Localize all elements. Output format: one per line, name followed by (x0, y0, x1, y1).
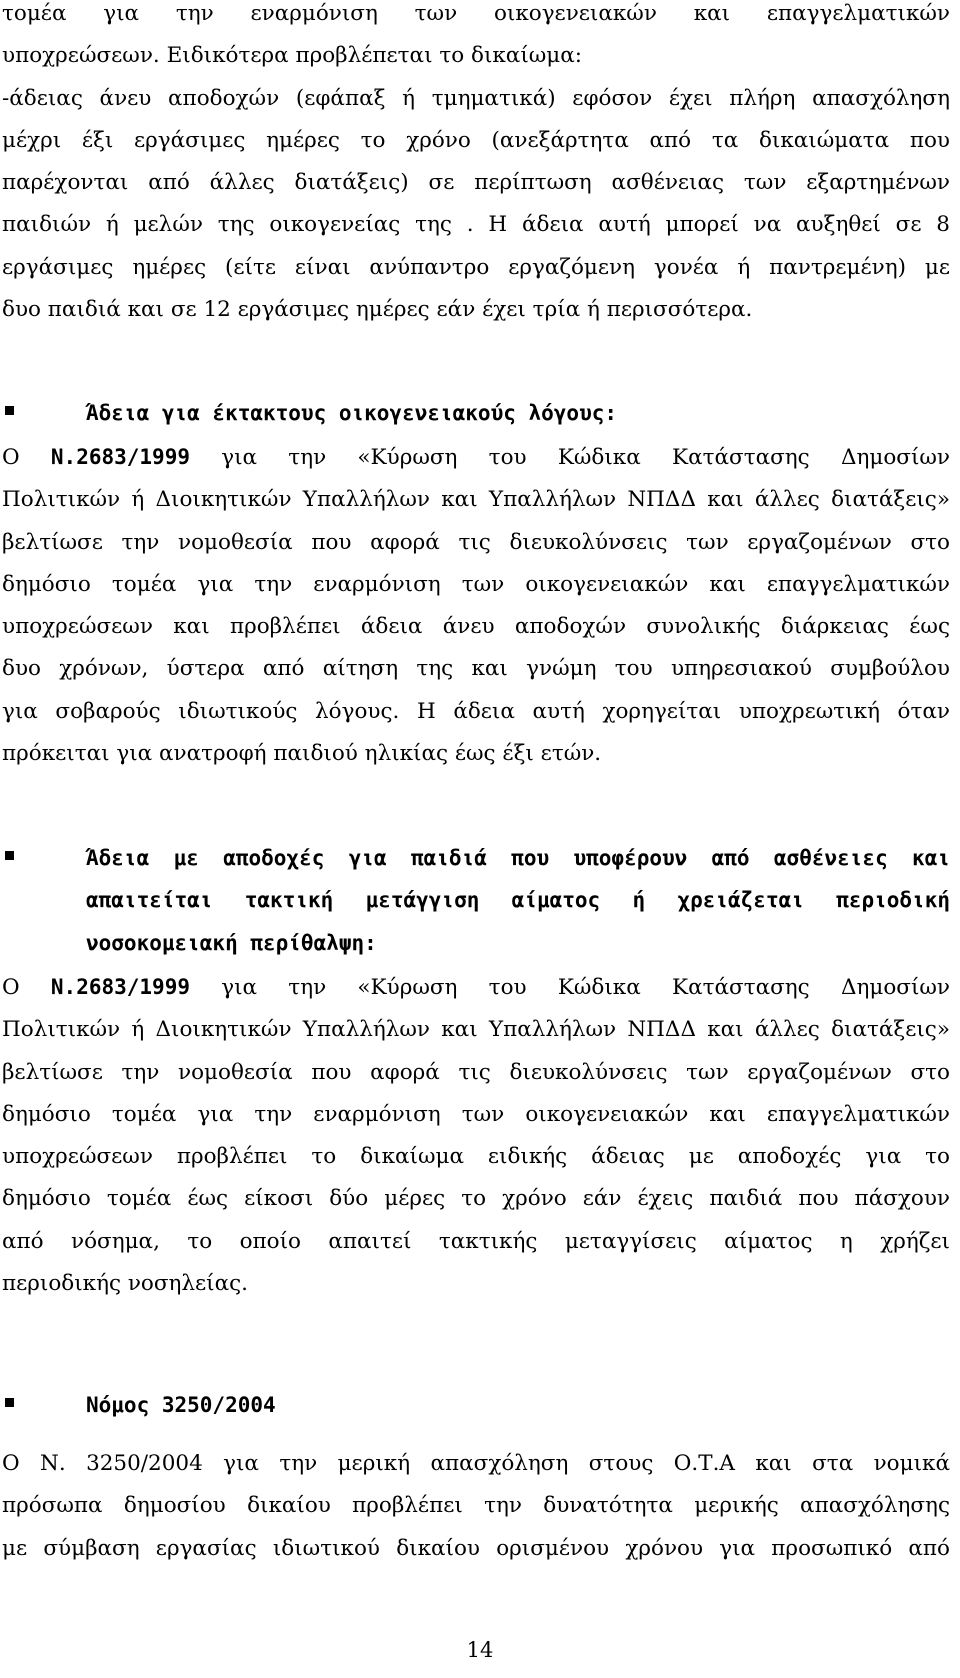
text-line: Ο Ν. 3250/2004 για την μερική απασχόληση στους Ο.Τ.Α και στα νομικά (2, 1451, 950, 1476)
text-fragment: για την «Κύρωση του Κώδικα Κατάστασης Δημοσίων (221, 445, 950, 470)
text-line: δημόσιο τομέα για την εναρμόνιση των οικογενειακών και επαγγελματικών (2, 1101, 950, 1127)
text-line (2, 966, 950, 1009)
sick-children-leave-paragraph (2, 966, 950, 1305)
heading-line: Νόμος 3250/2004 (86, 1393, 276, 1417)
text-line: δυο παιδιά και σε 12 εργάσιμες ημέρες εάν έχει τρία ή περισσότερα. (2, 297, 753, 323)
text-line: βελτίωσε την νομοθεσία που αφορά τις διευκολύνσεις των εργαζομένων στο (2, 529, 950, 555)
text-line: για σοβαρούς ιδιωτικούς λόγους. Η άδεια αυτή χορηγείται υποχρεωτική όταν (2, 698, 950, 724)
text-line: δυο χρόνων, ύστερα από αίτηση της και γνώμη του υπηρεσιακού συμβούλου (2, 656, 950, 682)
text-line: παρέχονται από άλλες διατάξεις) σε περίπτωση ασθένειας των εξαρτημένων (2, 170, 950, 196)
text-line: υποχρεώσεων. Ειδικότερα προβλέπεται το δικαίωμα: (2, 43, 583, 69)
text-line: δημόσιο τομέα για την εναρμόνιση των οικογενειακών και επαγγελματικών (2, 571, 950, 597)
square-bullet-icon (5, 851, 14, 860)
text-line: παιδιών ή μελών της οικογενείας της . Η άδεια αυτή μπορεί να αυξηθεί σε 8 (2, 212, 950, 238)
square-bullet-icon (5, 1398, 14, 1407)
section-heading-law-3250 (0, 1384, 950, 1426)
text-line: δημόσιο τομέα έως είκοσι δύο μέρες το χρόνο εάν έχεις παιδιά που πάσχουν (2, 1186, 950, 1212)
law-reference: Ν.2683/1999 (50, 445, 190, 469)
text-line (2, 436, 950, 479)
page-number: 14 (466, 1638, 494, 1662)
text-fragment: για την «Κύρωση του Κώδικα Κατάστασης Δημοσίων (221, 975, 950, 1000)
heading-line: Άδεια για έκτακτους οικογενειακούς λόγους: (86, 401, 618, 425)
text-line: πρόκειται για ανατροφή παιδιού ηλικίας έως έξι ετών. (2, 741, 602, 767)
intro-paragraph (2, 0, 950, 331)
heading-line: νοσοκομειακή περίθαλψη: (86, 930, 377, 955)
square-bullet-icon (5, 406, 14, 415)
text-line: υποχρεώσεων προβλέπει το δικαίωμα ειδικής άδειας με αποδοχές για το (2, 1144, 950, 1170)
text-line: υποχρεώσεων και προβλέπει άδεια άνευ αποδοχών συνολικής διάρκειας έως (2, 614, 950, 640)
text-line: περιοδικής νοσηλείας. (2, 1271, 249, 1297)
section-heading-sick-children-leave (0, 837, 950, 965)
text-line: πρόσωπα δημοσίου δικαίου προβλέπει την δυνατότητα μερικής απασχόλησης (2, 1493, 950, 1519)
heading-line: απαιτείται τακτική μετάγγιση αίματος ή χρειάζεται περιοδική (86, 888, 950, 913)
text-line: βελτίωσε την νομοθεσία που αφορά τις διευκολύνσεις των εργαζομένων στο (2, 1059, 950, 1085)
article-o: Ο (2, 445, 20, 470)
law-3250-paragraph (2, 1443, 950, 1570)
text-line: μέχρι έξι εργάσιμες ημέρες το χρόνο (ανεξάρτητα από τα δικαιώματα που (2, 127, 950, 153)
emergency-leave-paragraph (2, 436, 950, 775)
text-line: Πολιτικών ή Διοικητικών Υπαλλήλων και Υπαλλήλων ΝΠΔΔ και άλλες διατάξεις» (2, 1017, 950, 1043)
text-line: -άδειας άνευ αποδοχών (εφάπαξ ή τμηματικά) εφόσον έχει πλήρη απασχόληση (2, 85, 950, 111)
heading-line: Άδεια με αποδοχές για παιδιά που υποφέρουν από ασθένειες και (86, 846, 950, 870)
text-line: από νόσημα, το οποίο απαιτεί τακτικής μεταγγίσεις αίματος η χρήζει (2, 1228, 950, 1254)
section-heading-emergency-leave (0, 392, 950, 434)
text-line: με σύμβαση εργασίας ιδιωτικού δικαίου ορισμένου χρόνου για προσωπικό από (2, 1535, 950, 1561)
law-reference: Ν.2683/1999 (50, 975, 190, 999)
text-line: τομέα για την εναρμόνιση των οικογενειακών και επαγγελματικών (2, 1, 950, 26)
article-o: Ο (2, 975, 20, 1000)
text-line: Πολιτικών ή Διοικητικών Υπαλλήλων και Υπαλλήλων ΝΠΔΔ και άλλες διατάξεις» (2, 487, 950, 513)
text-line: εργάσιμες ημέρες (είτε είναι ανύπαντρο εργαζόμενη γονέα ή παντρεμένη) με (2, 254, 950, 280)
